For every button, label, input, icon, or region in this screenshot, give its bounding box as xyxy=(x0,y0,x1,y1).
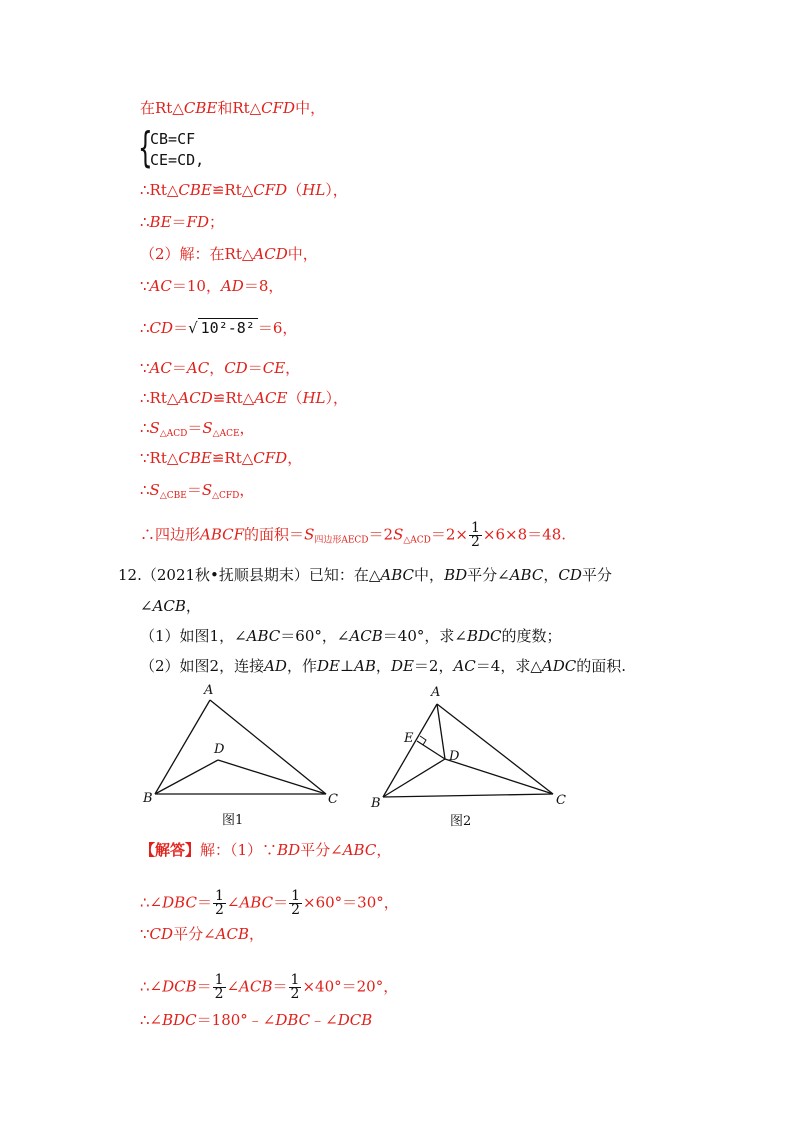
fig2-line-ab xyxy=(383,704,437,797)
segment: BD xyxy=(444,566,468,584)
angle-name: ABC xyxy=(509,566,544,584)
angle-name: BDC xyxy=(466,627,502,645)
text: ∠ xyxy=(226,977,240,996)
text: ＝8， xyxy=(243,277,284,295)
triangle-name: ADC xyxy=(541,657,577,675)
solution-line-cd-sqrt xyxy=(140,318,297,338)
segment: DE xyxy=(390,657,414,675)
text: ＝10， xyxy=(171,277,221,295)
text: ＝180°﹣∠ xyxy=(196,1011,276,1029)
text: （1）如图1，∠ xyxy=(140,627,247,645)
text: ＝ xyxy=(196,893,212,912)
text: 中， xyxy=(295,99,326,117)
solution-line-rt-triangles xyxy=(140,98,325,118)
text: ＝60°，∠ xyxy=(280,627,350,645)
fraction xyxy=(213,974,226,1001)
text: ＝2× xyxy=(430,525,468,544)
text: ∠ xyxy=(140,597,153,615)
text: ＝2 xyxy=(368,525,394,544)
text: ﹣∠ xyxy=(310,1011,338,1029)
text: ×6×8＝48. xyxy=(482,525,567,544)
fig1-label-d: D xyxy=(214,742,225,757)
segment: AD xyxy=(220,277,244,295)
triangle-name: ACD xyxy=(178,389,213,407)
text: ＝ xyxy=(272,977,288,996)
text: ， xyxy=(376,841,392,859)
question-number: 12. xyxy=(118,566,142,584)
numerator: 1 xyxy=(291,888,301,904)
answer-line-5 xyxy=(140,1010,372,1030)
text: ， xyxy=(239,419,255,437)
text: ＝2， xyxy=(413,657,454,675)
fig2-label-d: D xyxy=(449,749,460,764)
fig2-line-bc xyxy=(383,794,553,797)
denominator: 2 xyxy=(214,902,224,918)
text: ∠ xyxy=(226,893,240,912)
angle-name: DBC xyxy=(162,893,197,912)
system-eq-1: CB=CF xyxy=(150,130,196,148)
text: ∴Rt△ xyxy=(140,181,179,199)
fig1-line-ab xyxy=(155,700,210,794)
segment: AD xyxy=(264,657,287,675)
angle-name: DCB xyxy=(337,1011,373,1029)
text: （2021秋•抚顺县期末）已知：在△ xyxy=(141,566,381,584)
area-symbol: S xyxy=(201,481,213,499)
text: ＝4，求△ xyxy=(475,657,542,675)
sqrt-icon: √ xyxy=(188,319,198,337)
triangle-name: ABC xyxy=(380,566,415,584)
text: ， xyxy=(375,657,391,675)
fraction xyxy=(469,522,482,549)
quad-name: ABCF xyxy=(200,525,245,544)
fig1-caption: 图1 xyxy=(222,813,244,828)
angle-name: ABC xyxy=(239,893,274,912)
text: ≌Rt△ xyxy=(211,449,254,467)
triangle-name: CFD xyxy=(253,181,288,199)
denominator: 2 xyxy=(291,902,301,918)
fig2-label-a: A xyxy=(431,685,441,700)
segment: AC xyxy=(453,657,476,675)
fig1-label-a: A xyxy=(204,683,214,698)
angle-name: ACB xyxy=(215,925,249,943)
text: ∴四边形 xyxy=(140,525,201,544)
text: ＝6， xyxy=(257,319,298,337)
fig2-line-dc xyxy=(445,759,553,794)
text: 在Rt△ xyxy=(140,99,184,117)
answer-line-1 xyxy=(140,840,391,860)
fig2-label-e: E xyxy=(404,731,414,746)
segment: AC xyxy=(149,277,172,295)
text: ， xyxy=(239,481,255,499)
text: 的面积. xyxy=(576,657,626,675)
angle-name: ACB xyxy=(349,627,383,645)
fig2-label-b: B xyxy=(371,796,381,811)
text: ∴∠ xyxy=(140,893,163,912)
segment: CD xyxy=(149,925,174,943)
text: ； xyxy=(208,213,224,231)
text: ∵ xyxy=(140,359,150,377)
segment: FD xyxy=(186,213,209,231)
segment: AC xyxy=(149,359,172,377)
text: ⊥ xyxy=(339,657,355,675)
hl-label: HL xyxy=(302,389,326,407)
angle-name: DCB xyxy=(162,977,197,996)
fraction xyxy=(213,890,226,917)
segment: BD xyxy=(277,841,301,859)
text: 平分 xyxy=(581,566,612,584)
figure-2 xyxy=(370,685,566,829)
denominator: 2 xyxy=(214,986,224,1002)
text: 的度数； xyxy=(501,627,562,645)
text: （2）如图2，连接 xyxy=(140,657,265,675)
angle-name: ABC xyxy=(342,841,377,859)
triangle-name: CBE xyxy=(183,99,218,117)
question-part-1 xyxy=(140,626,561,646)
subscript: △ACD xyxy=(159,429,188,439)
solution-line-congruence xyxy=(140,180,348,200)
numerator: 1 xyxy=(471,520,480,536)
angle-name: BDC xyxy=(162,1011,197,1029)
solution-line-final-area xyxy=(140,522,566,551)
fig1-label-c: C xyxy=(328,792,338,807)
segment: CD xyxy=(558,566,582,584)
text: 中， xyxy=(287,245,318,263)
answer-tag: 【解答】 xyxy=(140,841,201,859)
solution-line-given xyxy=(140,276,283,296)
text: ∵Rt△ xyxy=(140,449,179,467)
text: ≌Rt△ xyxy=(212,389,255,407)
fig2-label-c: C xyxy=(556,793,566,808)
text: （ xyxy=(287,389,303,407)
text: ， xyxy=(287,449,303,467)
text: ＝ xyxy=(171,359,187,377)
triangle-name: ACE xyxy=(254,389,288,407)
triangle-name: CFD xyxy=(253,449,288,467)
area-symbol: S xyxy=(149,481,160,499)
fig1-label-b: B xyxy=(143,791,153,806)
question-line-2 xyxy=(140,596,201,616)
text: （2）解：在Rt△ xyxy=(140,245,254,263)
answer-line-2 xyxy=(140,890,399,917)
text: ∴∠ xyxy=(140,977,163,996)
fraction xyxy=(289,974,302,1001)
fig2-caption: 图2 xyxy=(450,814,472,829)
text: 和Rt△ xyxy=(217,99,262,117)
text: ×60°＝30°， xyxy=(303,893,399,912)
fig2-line-ad xyxy=(437,704,445,759)
solution-line-be-fd xyxy=(140,212,224,232)
fig2-line-bd xyxy=(383,759,445,797)
area-symbol: S xyxy=(393,525,404,544)
text: ∴ xyxy=(140,419,150,437)
answer-line-4 xyxy=(140,974,398,1001)
subscript: △CBE xyxy=(159,491,187,501)
numerator: 1 xyxy=(214,972,224,988)
fraction xyxy=(289,890,302,917)
solution-line-equal-sides xyxy=(140,358,300,378)
subscript: △ACD xyxy=(403,535,431,546)
angle-name: ACB xyxy=(239,977,273,996)
area-symbol: S xyxy=(202,419,213,437)
text: ≌Rt△ xyxy=(211,181,254,199)
area-symbol: S xyxy=(149,419,160,437)
figure-1 xyxy=(142,683,338,828)
solution-line-congruence-2 xyxy=(140,388,348,408)
text: 的面积＝ xyxy=(244,525,305,544)
solution-line-area-eq-2 xyxy=(140,480,254,506)
hl-label: HL xyxy=(302,181,326,199)
text: ×40°＝20°， xyxy=(302,977,399,996)
figures-svg xyxy=(0,680,800,830)
angle-name: ABC xyxy=(246,627,281,645)
text: ＝40°，求∠ xyxy=(382,627,467,645)
system-eq-2: CE=CD, xyxy=(150,151,205,169)
text: ， xyxy=(209,359,225,377)
text: ， xyxy=(285,359,301,377)
text: ∵ xyxy=(140,925,150,943)
text: 平分∠ xyxy=(300,841,343,859)
text: ＝ xyxy=(187,419,203,437)
answer-line-3 xyxy=(140,924,264,944)
text: ， xyxy=(248,925,264,943)
fig1-line-ac xyxy=(210,700,326,794)
text: （ xyxy=(287,181,303,199)
segment: CD xyxy=(224,359,248,377)
segment: AB xyxy=(354,657,376,675)
text: ∵ xyxy=(140,277,150,295)
subscript: △ACE xyxy=(212,429,240,439)
text: ）， xyxy=(325,389,349,407)
fig2-line-de xyxy=(417,741,445,759)
numerator: 1 xyxy=(290,972,300,988)
numerator: 1 xyxy=(214,888,224,904)
subscript: 四边形AECD xyxy=(314,535,369,546)
text: ＝ xyxy=(173,319,189,337)
text: ，作 xyxy=(286,657,317,675)
text: 平分∠ xyxy=(467,566,510,584)
segment: BE xyxy=(149,213,172,231)
solution-line-part2-start xyxy=(140,244,318,264)
triangle-name: CBE xyxy=(178,181,212,199)
text: ∴Rt△ xyxy=(140,389,179,407)
text: ＝ xyxy=(171,213,187,231)
segment: CE xyxy=(262,359,286,377)
angle-name: ACB xyxy=(152,597,186,615)
text: ， xyxy=(543,566,559,584)
text: ＝ xyxy=(186,481,202,499)
fig1-line-dc xyxy=(218,760,326,794)
denominator: 2 xyxy=(471,534,480,550)
text: ∴ xyxy=(140,481,150,499)
text: 平分∠ xyxy=(173,925,216,943)
text: ）， xyxy=(325,181,348,199)
solution-line-area-eq-1 xyxy=(140,418,255,444)
radicand: 10²-8² xyxy=(198,318,258,337)
text: ＝ xyxy=(273,893,289,912)
triangle-name: ACD xyxy=(253,245,288,263)
question-part-2 xyxy=(140,656,626,676)
question-line-1 xyxy=(118,565,612,585)
triangle-name: CFD xyxy=(261,99,296,117)
triangle-name: CBE xyxy=(178,449,212,467)
text: ， xyxy=(185,597,201,615)
text: ∴ xyxy=(140,319,150,337)
solution-line-congruence-3 xyxy=(140,448,302,468)
segment: CD xyxy=(149,319,174,337)
segment: DE xyxy=(316,657,340,675)
text: ＝ xyxy=(196,977,212,996)
system-brace: { xyxy=(138,123,153,172)
text: 中， xyxy=(414,566,445,584)
text: ∴ xyxy=(140,213,150,231)
text: ∴∠ xyxy=(140,1011,163,1029)
text: 解：（1）∵ xyxy=(200,841,278,859)
angle-name: DBC xyxy=(275,1011,311,1029)
segment: AC xyxy=(186,359,210,377)
text: ＝ xyxy=(247,359,263,377)
area-symbol: S xyxy=(304,525,315,544)
denominator: 2 xyxy=(290,986,300,1002)
subscript: △CFD xyxy=(212,491,240,501)
